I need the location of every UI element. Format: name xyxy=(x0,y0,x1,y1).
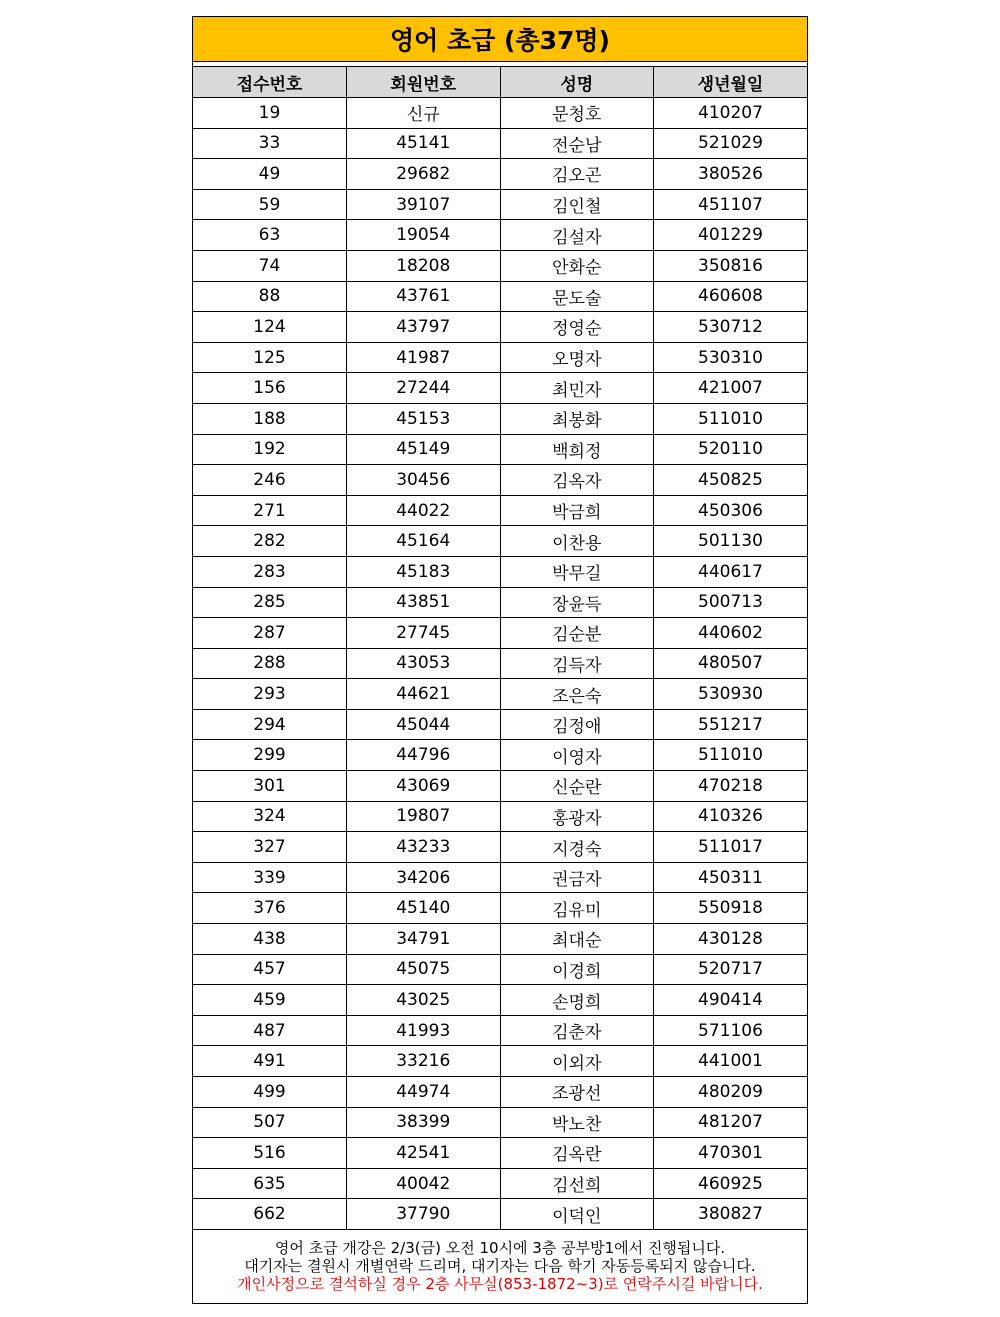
cell-member-no: 45153 xyxy=(347,403,501,434)
cell-name: 박무길 xyxy=(500,556,654,587)
cell-receipt-no: 19 xyxy=(193,98,347,129)
cell-member-no: 45140 xyxy=(347,893,501,924)
cell-birthdate: 440617 xyxy=(654,556,808,587)
roster-table xyxy=(193,67,807,1230)
cell-receipt-no: 282 xyxy=(193,526,347,557)
table-row xyxy=(193,587,807,618)
cell-member-no: 43797 xyxy=(347,312,501,343)
cell-receipt-no: 324 xyxy=(193,801,347,832)
cell-member-no: 43025 xyxy=(347,985,501,1016)
table-row xyxy=(193,740,807,771)
table-row xyxy=(193,648,807,679)
cell-receipt-no: 88 xyxy=(193,281,347,312)
cell-birthdate: 530930 xyxy=(654,679,808,710)
table-row xyxy=(193,679,807,710)
cell-name: 이덕인 xyxy=(500,1199,654,1230)
cell-birthdate: 450311 xyxy=(654,862,808,893)
cell-name: 백희정 xyxy=(500,434,654,465)
cell-birthdate: 480209 xyxy=(654,1077,808,1108)
cell-name: 이찬용 xyxy=(500,526,654,557)
table-row xyxy=(193,832,807,863)
table-row xyxy=(193,862,807,893)
cell-receipt-no: 188 xyxy=(193,403,347,434)
cell-receipt-no: 288 xyxy=(193,648,347,679)
cell-name: 김춘자 xyxy=(500,1015,654,1046)
cell-name: 김옥자 xyxy=(500,465,654,496)
table-row xyxy=(193,1046,807,1077)
cell-receipt-no: 457 xyxy=(193,954,347,985)
cell-birthdate: 511010 xyxy=(654,740,808,771)
cell-birthdate: 441001 xyxy=(654,1046,808,1077)
cell-member-no: 18208 xyxy=(347,250,501,281)
cell-name: 전순남 xyxy=(500,128,654,159)
cell-member-no: 44974 xyxy=(347,1077,501,1108)
cell-receipt-no: 124 xyxy=(193,312,347,343)
cell-member-no: 45183 xyxy=(347,556,501,587)
cell-member-no: 41987 xyxy=(347,342,501,373)
cell-name: 최봉화 xyxy=(500,403,654,434)
table-row xyxy=(193,220,807,251)
cell-receipt-no: 33 xyxy=(193,128,347,159)
cell-member-no: 43069 xyxy=(347,771,501,802)
cell-birthdate: 450306 xyxy=(654,495,808,526)
notice-line-contact: 개인사정으로 결석하실 경우 2층 사무실(853-1872~3)로 연락주시길 바랍니다. xyxy=(237,1274,763,1293)
cell-birthdate: 520717 xyxy=(654,954,808,985)
cell-birthdate: 571106 xyxy=(654,1015,808,1046)
cell-receipt-no: 192 xyxy=(193,434,347,465)
cell-birthdate: 550918 xyxy=(654,893,808,924)
cell-member-no: 41993 xyxy=(347,1015,501,1046)
cell-birthdate: 410207 xyxy=(654,98,808,129)
cell-birthdate: 490414 xyxy=(654,985,808,1016)
cell-birthdate: 430128 xyxy=(654,924,808,955)
cell-name: 최대순 xyxy=(500,924,654,955)
table-row xyxy=(193,373,807,404)
cell-receipt-no: 635 xyxy=(193,1168,347,1199)
cell-receipt-no: 246 xyxy=(193,465,347,496)
cell-receipt-no: 459 xyxy=(193,985,347,1016)
cell-name: 정영순 xyxy=(500,312,654,343)
table-row xyxy=(193,1107,807,1138)
roster-sheet xyxy=(192,16,808,1304)
cell-member-no: 37790 xyxy=(347,1199,501,1230)
cell-member-no: 43233 xyxy=(347,832,501,863)
table-row xyxy=(193,985,807,1016)
cell-birthdate: 401229 xyxy=(654,220,808,251)
table-row xyxy=(193,526,807,557)
cell-birthdate: 530310 xyxy=(654,342,808,373)
cell-name: 박노찬 xyxy=(500,1107,654,1138)
cell-name: 조은숙 xyxy=(500,679,654,710)
cell-receipt-no: 487 xyxy=(193,1015,347,1046)
cell-birthdate: 500713 xyxy=(654,587,808,618)
cell-name: 김설자 xyxy=(500,220,654,251)
cell-member-no: 45075 xyxy=(347,954,501,985)
cell-birthdate: 511010 xyxy=(654,403,808,434)
cell-member-no: 45044 xyxy=(347,709,501,740)
cell-name: 김정애 xyxy=(500,709,654,740)
table-row xyxy=(193,618,807,649)
cell-receipt-no: 301 xyxy=(193,771,347,802)
cell-receipt-no: 327 xyxy=(193,832,347,863)
table-row xyxy=(193,1077,807,1108)
cell-birthdate: 350816 xyxy=(654,250,808,281)
table-row xyxy=(193,709,807,740)
cell-receipt-no: 49 xyxy=(193,159,347,190)
notice-box xyxy=(193,1230,807,1303)
table-row xyxy=(193,1015,807,1046)
cell-member-no: 44796 xyxy=(347,740,501,771)
cell-name: 최민자 xyxy=(500,373,654,404)
cell-name: 조광선 xyxy=(500,1077,654,1108)
cell-birthdate: 481207 xyxy=(654,1107,808,1138)
cell-member-no: 신규 xyxy=(347,98,501,129)
cell-receipt-no: 507 xyxy=(193,1107,347,1138)
table-row xyxy=(193,98,807,129)
cell-member-no: 40042 xyxy=(347,1168,501,1199)
roster-title: 영어 초급 (총37명) xyxy=(193,17,807,62)
cell-name: 이경희 xyxy=(500,954,654,985)
cell-member-no: 43053 xyxy=(347,648,501,679)
cell-member-no: 45149 xyxy=(347,434,501,465)
cell-birthdate: 470301 xyxy=(654,1138,808,1169)
table-header-row xyxy=(193,67,807,98)
cell-name: 손명희 xyxy=(500,985,654,1016)
cell-member-no: 43851 xyxy=(347,587,501,618)
cell-birthdate: 440602 xyxy=(654,618,808,649)
header-name: 성명 xyxy=(500,67,654,98)
table-row xyxy=(193,556,807,587)
cell-name: 문청호 xyxy=(500,98,654,129)
cell-name: 지경숙 xyxy=(500,832,654,863)
table-row xyxy=(193,403,807,434)
cell-receipt-no: 438 xyxy=(193,924,347,955)
cell-member-no: 33216 xyxy=(347,1046,501,1077)
table-row xyxy=(193,189,807,220)
cell-member-no: 19807 xyxy=(347,801,501,832)
cell-member-no: 27244 xyxy=(347,373,501,404)
cell-name: 김순분 xyxy=(500,618,654,649)
cell-birthdate: 410326 xyxy=(654,801,808,832)
cell-name: 김옥란 xyxy=(500,1138,654,1169)
cell-member-no: 34791 xyxy=(347,924,501,955)
cell-member-no: 38399 xyxy=(347,1107,501,1138)
table-row xyxy=(193,250,807,281)
table-row xyxy=(193,342,807,373)
notice-line-schedule: 영어 초급 개강은 2/3(금) 오전 10시에 3층 공부방1에서 진행됩니다. xyxy=(274,1238,726,1257)
cell-name: 김선희 xyxy=(500,1168,654,1199)
cell-member-no: 45141 xyxy=(347,128,501,159)
cell-name: 장윤득 xyxy=(500,587,654,618)
cell-name: 김유미 xyxy=(500,893,654,924)
cell-birthdate: 530712 xyxy=(654,312,808,343)
table-row xyxy=(193,495,807,526)
cell-receipt-no: 293 xyxy=(193,679,347,710)
cell-birthdate: 470218 xyxy=(654,771,808,802)
cell-receipt-no: 491 xyxy=(193,1046,347,1077)
header-receipt-no: 접수번호 xyxy=(193,67,347,98)
cell-birthdate: 460925 xyxy=(654,1168,808,1199)
cell-receipt-no: 283 xyxy=(193,556,347,587)
cell-birthdate: 520110 xyxy=(654,434,808,465)
cell-member-no: 43761 xyxy=(347,281,501,312)
notice-line-waitlist: 대기자는 결원시 개별연락 드리며, 대기자는 다음 학기 자동등록되지 않습니다. xyxy=(244,1256,756,1275)
cell-member-no: 29682 xyxy=(347,159,501,190)
cell-birthdate: 380526 xyxy=(654,159,808,190)
table-row xyxy=(193,128,807,159)
cell-birthdate: 421007 xyxy=(654,373,808,404)
cell-name: 김득자 xyxy=(500,648,654,679)
cell-receipt-no: 376 xyxy=(193,893,347,924)
table-row xyxy=(193,1168,807,1199)
table-row xyxy=(193,281,807,312)
table-row xyxy=(193,893,807,924)
cell-birthdate: 450825 xyxy=(654,465,808,496)
cell-member-no: 44621 xyxy=(347,679,501,710)
cell-name: 홍광자 xyxy=(500,801,654,832)
roster-body xyxy=(193,98,807,1230)
cell-name: 신순란 xyxy=(500,771,654,802)
cell-name: 김인철 xyxy=(500,189,654,220)
cell-receipt-no: 59 xyxy=(193,189,347,220)
cell-member-no: 42541 xyxy=(347,1138,501,1169)
cell-receipt-no: 156 xyxy=(193,373,347,404)
table-row xyxy=(193,465,807,496)
cell-birthdate: 521029 xyxy=(654,128,808,159)
cell-birthdate: 511017 xyxy=(654,832,808,863)
cell-name: 오명자 xyxy=(500,342,654,373)
cell-birthdate: 451107 xyxy=(654,189,808,220)
table-row xyxy=(193,771,807,802)
cell-receipt-no: 662 xyxy=(193,1199,347,1230)
cell-member-no: 45164 xyxy=(347,526,501,557)
cell-name: 안화순 xyxy=(500,250,654,281)
cell-birthdate: 501130 xyxy=(654,526,808,557)
cell-receipt-no: 294 xyxy=(193,709,347,740)
cell-receipt-no: 125 xyxy=(193,342,347,373)
table-row xyxy=(193,1199,807,1230)
table-row xyxy=(193,312,807,343)
table-row xyxy=(193,434,807,465)
cell-receipt-no: 63 xyxy=(193,220,347,251)
cell-member-no: 27745 xyxy=(347,618,501,649)
cell-receipt-no: 299 xyxy=(193,740,347,771)
table-row xyxy=(193,924,807,955)
cell-receipt-no: 499 xyxy=(193,1077,347,1108)
cell-member-no: 39107 xyxy=(347,189,501,220)
table-row xyxy=(193,954,807,985)
cell-name: 김오곤 xyxy=(500,159,654,190)
header-member-no: 회원번호 xyxy=(347,67,501,98)
cell-receipt-no: 74 xyxy=(193,250,347,281)
cell-receipt-no: 271 xyxy=(193,495,347,526)
cell-member-no: 44022 xyxy=(347,495,501,526)
cell-receipt-no: 516 xyxy=(193,1138,347,1169)
header-birthdate: 생년월일 xyxy=(654,67,808,98)
cell-name: 박금희 xyxy=(500,495,654,526)
table-row xyxy=(193,801,807,832)
table-row xyxy=(193,1138,807,1169)
cell-name: 이외자 xyxy=(500,1046,654,1077)
cell-receipt-no: 339 xyxy=(193,862,347,893)
cell-birthdate: 460608 xyxy=(654,281,808,312)
cell-member-no: 19054 xyxy=(347,220,501,251)
cell-receipt-no: 287 xyxy=(193,618,347,649)
cell-birthdate: 551217 xyxy=(654,709,808,740)
cell-name: 권금자 xyxy=(500,862,654,893)
cell-member-no: 34206 xyxy=(347,862,501,893)
table-row xyxy=(193,159,807,190)
cell-birthdate: 380827 xyxy=(654,1199,808,1230)
cell-receipt-no: 285 xyxy=(193,587,347,618)
cell-member-no: 30456 xyxy=(347,465,501,496)
cell-name: 문도술 xyxy=(500,281,654,312)
cell-birthdate: 480507 xyxy=(654,648,808,679)
cell-name: 이영자 xyxy=(500,740,654,771)
